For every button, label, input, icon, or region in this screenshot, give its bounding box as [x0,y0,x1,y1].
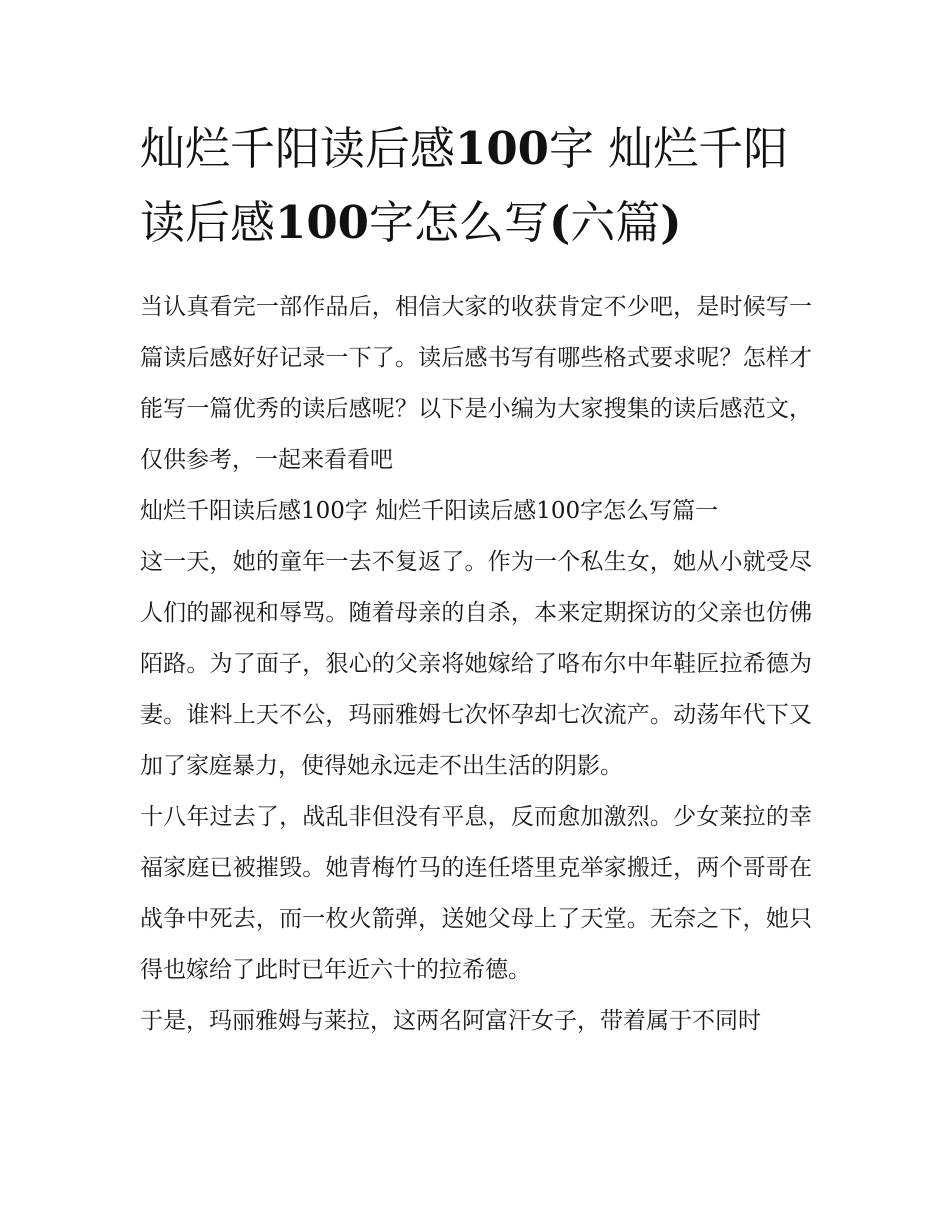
title-part: ) [660,196,682,249]
section-heading: 灿烂千阳读后感100字 灿烂千阳读后感100字怎么写篇一 [140,498,719,524]
title-part: 100 [275,196,369,249]
title-part: 灿烂千阳读后感 [140,122,456,175]
body-paragraph: 十八年过去了，战乱非但没有平息，反而愈加激烈。少女莱拉的幸福家庭已被摧毁。她青梅竹马的连任塔里克举家搬迁，两个哥哥在战争中死去，而一枚火箭弹，送她父母上了天堂。无奈之下，她只得也嫁给了此时已年近六十的拉希德。 [140,804,812,983]
document-title [140,112,812,260]
title-part: ( [548,196,571,249]
body-paragraph: 于是，玛丽雅姆与莱拉，这两名阿富汗女子，带着属于不同时 [140,1008,761,1034]
body-paragraph: 这一天，她的童年一去不复返了。作为一个私生女，她从小就受尽人们的鄙视和辱骂。随着母亲的自杀，本来定期探访的父亲也仿佛陌路。为了面子，狠心的父亲将她嫁给了咯布尔中年鞋匠拉希德为妻。谁料上天不公，玛丽雅姆七次怀孕却七次流产。动荡年代下又加了家庭暴力，使得她永远走不出生活的阴影。 [140,549,812,779]
title-part: 字怎么写 [368,196,549,249]
title-part: 六篇 [570,196,661,249]
title-part: 字 灿烂千阳读后感 [140,122,789,249]
intro-paragraph: 当认真看完一部作品后，相信大家的收获肯定不少吧，是时候写一篇读后感好好记录一下了。读后感书写有哪些格式要求呢？怎样才能写一篇优秀的读后感呢？以下是小编为大家搜集的读后感范文，仅供参考，一起来看看吧 [140,294,812,473]
document-body [140,282,812,1047]
title-part: 100 [455,122,549,175]
document-content [140,112,812,1047]
